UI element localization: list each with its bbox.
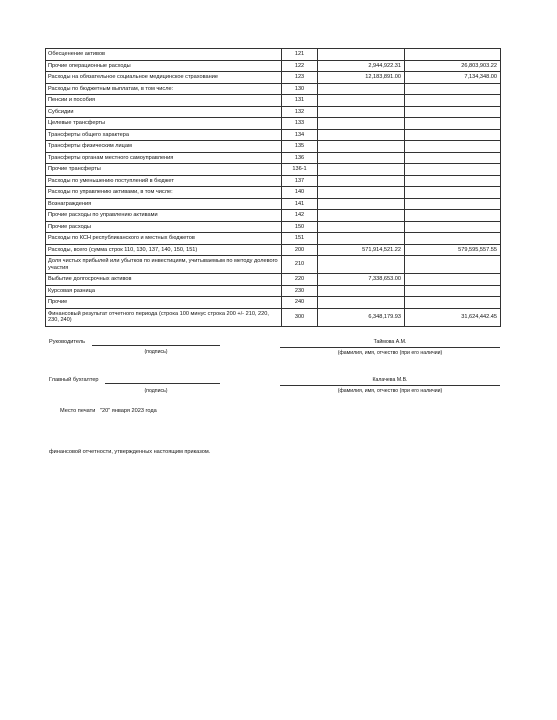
row-value-previous [405,175,501,187]
row-value-previous [405,164,501,176]
row-value-previous [405,233,501,245]
report-table [45,48,501,327]
row-label: Прочие [46,297,282,309]
row-value-previous [405,297,501,309]
head-signature-line [92,345,220,346]
row-label: Расходы по КСН республиканского и местных бюджетов [46,233,282,245]
accountant-label: Главный бухгалтер [49,377,99,383]
table-row [46,118,501,130]
row-value-current [318,233,405,245]
table-row [46,187,501,199]
row-label: Прочие расходы по управлению активами [46,210,282,222]
row-code: 122 [282,60,318,72]
table-row [46,141,501,153]
row-label: Расходы на обязательное социальное медицинское страхование [46,72,282,84]
table-row [46,244,501,256]
row-value-current [318,106,405,118]
row-code: 150 [282,221,318,233]
row-code: 300 [282,308,318,326]
row-value-previous [405,285,501,297]
row-label: Трансферты органам местного самоуправления [46,152,282,164]
row-value-previous [405,198,501,210]
row-label: Целевые трансферты [46,118,282,130]
row-code: 135 [282,141,318,153]
row-code: 134 [282,129,318,141]
row-label: Расходы, всего (сумма строк 110, 130, 137, 140, 150, 151) [46,244,282,256]
row-label: Финансовый результат отчетного периода (строка 100 минус строка 200 +/- 210, 220, 230, 240) [46,308,282,326]
row-value-previous [405,210,501,222]
row-value-previous [405,129,501,141]
row-code: 136-1 [282,164,318,176]
row-code: 137 [282,175,318,187]
table-row [46,256,501,274]
row-value-current [318,175,405,187]
row-value-previous [405,152,501,164]
head-name-line [280,347,500,348]
accountant-name-caption: (фамилия, имя, отчество (при его наличии) [337,388,443,394]
row-code: 142 [282,210,318,222]
row-value-current [318,152,405,164]
row-code: 131 [282,95,318,107]
table-row [46,297,501,309]
row-value-previous: 579,595,557.55 [405,244,501,256]
row-code: 141 [282,198,318,210]
row-value-previous [405,187,501,199]
row-value-current [318,221,405,233]
table-row [46,274,501,286]
row-code: 123 [282,72,318,84]
row-label: Курсовая разница [46,285,282,297]
row-value-previous [405,106,501,118]
accountant-name: Калачева М.В. [372,377,408,383]
table-row [46,49,501,61]
row-value-previous [405,274,501,286]
table-row [46,285,501,297]
table-row [46,83,501,95]
footer-text: финансовой отчетности, утвержденных настоящим приказом. [49,449,211,455]
table-row [46,308,501,326]
table-row [46,175,501,187]
table-row [46,198,501,210]
table-row [46,164,501,176]
row-code: 230 [282,285,318,297]
row-value-current [318,297,405,309]
row-label: Трансферты физическим лицам [46,141,282,153]
row-value-current: 571,914,521.22 [318,244,405,256]
row-label: Пенсии и пособия [46,95,282,107]
row-value-current [318,83,405,95]
row-label: Вознаграждения [46,198,282,210]
row-value-current [318,118,405,130]
row-code: 210 [282,256,318,274]
accountant-signature-line [105,383,220,384]
accountant-sign-caption: (подпись) [144,388,168,394]
row-code: 132 [282,106,318,118]
head-name: Таймова А.М. [373,339,407,345]
stamp-date-line: Место печати "20" января 2023 года [60,408,157,414]
row-label: Прочие расходы [46,221,282,233]
row-value-previous: 31,624,442.45 [405,308,501,326]
head-sign-caption: (подпись) [144,349,168,355]
table-row [46,129,501,141]
row-value-previous [405,83,501,95]
row-value-current: 7,338,653.00 [318,274,405,286]
row-value-previous [405,221,501,233]
row-code: 151 [282,233,318,245]
row-value-previous: 7,134,348.00 [405,72,501,84]
row-value-current [318,164,405,176]
row-code: 133 [282,118,318,130]
row-value-current: 12,183,891.00 [318,72,405,84]
row-code: 240 [282,297,318,309]
row-label: Расходы по уменьшению поступлений в бюджет [46,175,282,187]
row-value-current [318,285,405,297]
head-label: Руководитель [49,339,86,345]
row-value-current [318,187,405,199]
table-row [46,72,501,84]
row-value-current [318,95,405,107]
table-row [46,152,501,164]
row-label: Субсидии [46,106,282,118]
table-row [46,233,501,245]
row-value-previous [405,256,501,274]
row-code: 130 [282,83,318,95]
row-label: Выбытие долгосрочных активов [46,274,282,286]
table-row [46,60,501,72]
head-name-caption: (фамилия, имя, отчество (при его наличии) [337,350,443,356]
table-row [46,95,501,107]
row-label: Расходы по управлению активами, в том числе: [46,187,282,199]
row-code: 220 [282,274,318,286]
row-label: Обесценение активов [46,49,282,61]
table-row [46,106,501,118]
row-code: 140 [282,187,318,199]
row-label: Прочие операционные расходы [46,60,282,72]
row-value-current: 2,944,922.31 [318,60,405,72]
row-value-current [318,129,405,141]
row-code: 121 [282,49,318,61]
row-value-previous: 26,803,903.22 [405,60,501,72]
row-value-current: 6,348,179.93 [318,308,405,326]
row-value-current [318,256,405,274]
row-value-current [318,49,405,61]
row-label: Трансферты общего характера [46,129,282,141]
table-row [46,221,501,233]
row-value-previous [405,95,501,107]
row-value-current [318,210,405,222]
row-value-previous [405,49,501,61]
row-code: 200 [282,244,318,256]
row-value-previous [405,118,501,130]
row-value-previous [405,141,501,153]
row-label: Доля чистых прибылей или убытков по инвестициям, учитываемым по методу долевого участия [46,256,282,274]
row-value-current [318,141,405,153]
table-row [46,210,501,222]
row-code: 136 [282,152,318,164]
row-label: Прочие трансферты [46,164,282,176]
row-value-current [318,198,405,210]
accountant-name-line [280,385,500,386]
row-label: Расходы по бюджетным выплатам, в том числе: [46,83,282,95]
